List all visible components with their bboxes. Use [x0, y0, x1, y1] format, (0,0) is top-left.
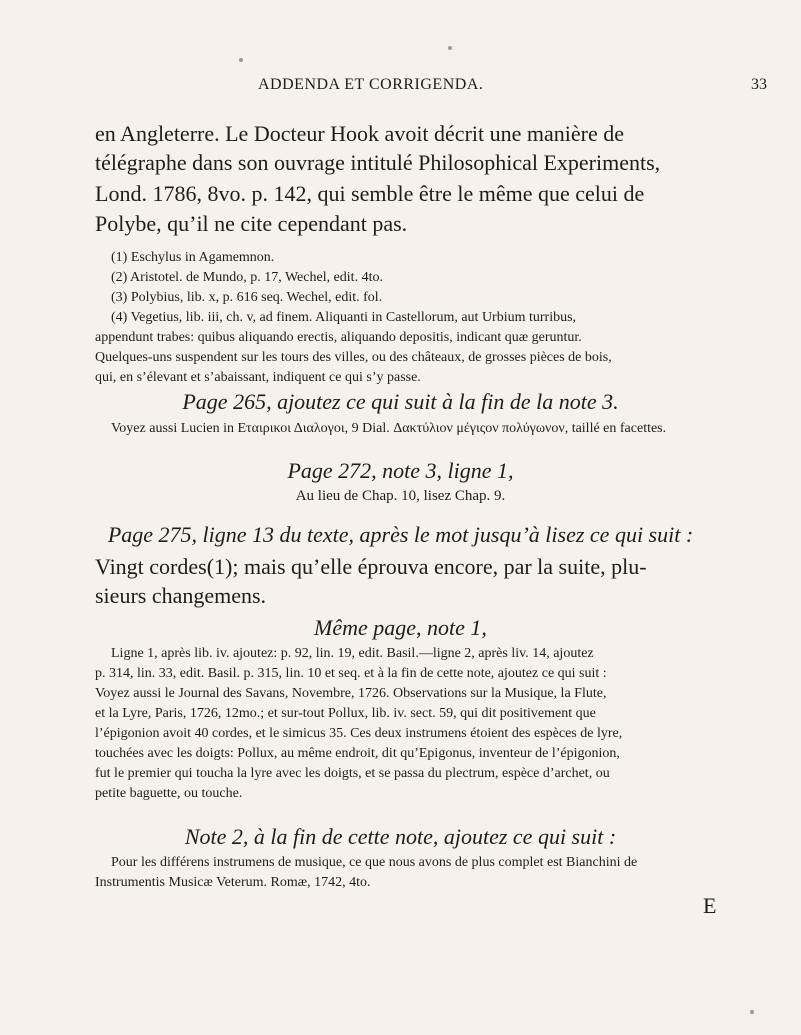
footnote-line: appendunt trabes: quibus aliquando erectis, aliquando depositis, indicant quæ geruntur.	[95, 330, 582, 345]
footnote-line: qui, en s’élevant et s’abaissant, indiquent ce qui s’y passe.	[95, 370, 421, 385]
running-head-title: ADDENDA ET CORRIGENDA.	[258, 76, 484, 93]
main-paragraph-line: Lond. 1786, 8vo. p. 142, qui semble être le même que celui de	[95, 181, 645, 206]
section-heading: Page 272, note 3, ligne 1,	[287, 458, 514, 483]
section-paragraph-line: Vingt cordes(1); mais qu’elle éprouva encore, par la suite, plu-	[95, 554, 647, 579]
paper-spot	[448, 46, 452, 50]
note-line: l’épigonion avoit 40 cordes, et le simicus 35. Ces deux instrumens étoient des espèces de lyre,	[95, 726, 623, 741]
paper-spot	[239, 58, 243, 62]
note-line: et la Lyre, Paris, 1726, 12mo.; et sur-tout Pollux, lib. iv. sect. 59, qui dit positivement que	[95, 706, 596, 721]
footnote-line: (4) Vegetius, lib. iii, ch. v, ad finem. Aliquanti in Castellorum, aut Urbium turribus,	[111, 310, 577, 325]
footnote-line: (1) Eschylus in Agamemnon.	[111, 250, 275, 265]
section-heading: Page 265, ajoutez ce qui suit à la fin de la note 3.	[182, 389, 619, 414]
section-heading: Note 2, à la fin de cette note, ajoutez ce qui suit :	[184, 824, 617, 849]
footnote-line: (3) Polybius, lib. x, p. 616 seq. Wechel, edit. fol.	[111, 290, 383, 305]
main-paragraph-line: en Angleterre. Le Docteur Hook avoit décrit une manière de	[95, 121, 624, 146]
page-number: 33	[751, 76, 767, 93]
note-line: petite baguette, ou touche.	[95, 786, 243, 801]
note-line: Instrumentis Musicæ Veterum. Romæ, 1742, 4to.	[95, 875, 371, 890]
section-paragraph-line: sieurs changemens.	[95, 583, 267, 608]
section-heading: Page 275, ligne 13 du texte, après le mot jusqu’à lisez ce qui suit :	[107, 522, 694, 547]
note-line: Voyez aussi le Journal des Savans, Novembre, 1726. Observations sur la Musique, la Flute,	[95, 686, 607, 701]
note-line: Ligne 1, après lib. iv. ajoutez: p. 92, lin. 19, edit. Basil.—ligne 2, après liv. 14, ajoutez	[111, 646, 594, 661]
footnote-line: (2) Aristotel. de Mundo, p. 17, Wechel, edit. 4to.	[111, 270, 383, 285]
main-paragraph-line: télégraphe dans son ouvrage intitulé Philosophical Experiments,	[95, 150, 661, 175]
note-line: p. 314, lin. 33, edit. Basil. p. 315, lin. 10 et seq. et à la fin de cette note, ajoutez ce qui suit :	[95, 666, 607, 681]
paper-spot	[750, 1010, 754, 1014]
footnote-line: Quelques-uns suspendent sur les tours des villes, ou des châteaux, de grosses pièces de bois,	[95, 350, 612, 365]
section-heading: Même page, note 1,	[314, 615, 487, 640]
note-line: touchées avec les doigts: Pollux, au même endroit, dit qu’Epigonus, inventeur de l’épigonion,	[95, 746, 620, 761]
main-paragraph-line: Polybe, qu’il ne cite cependant pas.	[95, 211, 408, 236]
section-text: Au lieu de Chap. 10, lisez Chap. 9.	[295, 488, 506, 504]
section-text: Voyez aussi Lucien in Εταιρικοι Διαλογοι, 9 Dial. Δακτύλιον μέγιςον πολύγωνον, taillé en facettes.	[111, 421, 667, 436]
note-line: fut le premier qui toucha la lyre avec les doigts, et se passa du plectrum, espèce d’archet, ou	[95, 766, 610, 781]
signature-mark: E	[703, 893, 717, 918]
note-line: Pour les différens instrumens de musique, ce que nous avons de plus complet est Bianchini de	[111, 855, 638, 870]
